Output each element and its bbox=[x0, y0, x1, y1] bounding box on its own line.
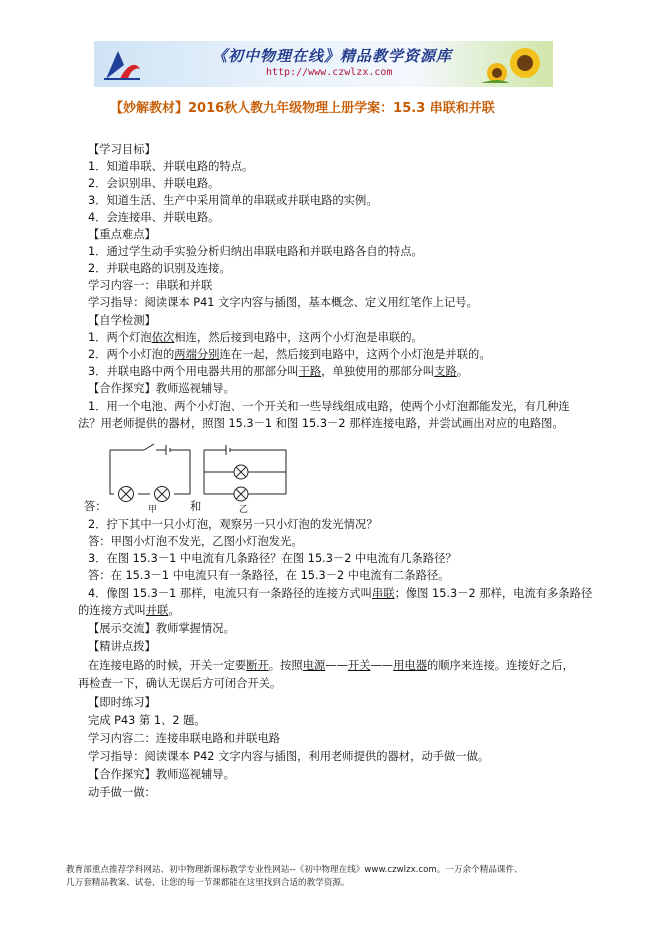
underlined-answer: 并联 bbox=[145, 604, 169, 617]
text-line: 再检查一下，确认无误后方可闭合开关。 bbox=[78, 677, 282, 690]
answer-and: 和 bbox=[190, 500, 202, 513]
section-heading: 【学习目标】 bbox=[88, 143, 156, 156]
banner-title: 《初中物理在线》精品教学资源库 bbox=[212, 47, 453, 65]
text-span: 连在一起，然后接到电路中，这两个小灯泡是并联的。 bbox=[219, 348, 491, 361]
text-line: 1．用一个电池、两个小灯泡、一个开关和一些导线组成电路，使两个小灯泡都能发光，有几种连 bbox=[88, 400, 570, 413]
text-line: 完成 P43 第 1、2 题。 bbox=[88, 714, 206, 727]
section-heading: 【重点难点】 bbox=[88, 228, 156, 241]
site-logo-icon bbox=[100, 45, 144, 83]
figure-caption-yi: 乙 bbox=[239, 505, 249, 515]
list-item: 3．知道生活、生产中采用简单的串联或并联电路的实例。 bbox=[88, 194, 378, 207]
text-line: 答：在 15.3－1 中电流只有一条路径，在 15.3－2 中电流有二条路径。 bbox=[88, 569, 450, 582]
text-span: —— bbox=[325, 659, 348, 672]
header-banner bbox=[94, 41, 553, 87]
section-heading: 【合作探究】教师巡视辅导。 bbox=[88, 382, 235, 395]
text-span: 在连接电路的时候，开关一定要 bbox=[88, 659, 247, 672]
text-line: 动手做一做： bbox=[88, 786, 156, 799]
text-span: ；像图 15.3－2 那样，电流有多条路径 bbox=[394, 587, 593, 600]
text-span: 3．并联电路中两个用电器共用的那部分叫 bbox=[88, 365, 299, 378]
text-span: 1．两个灯泡 bbox=[88, 331, 152, 344]
underlined-answer: 用电器 bbox=[393, 659, 427, 672]
underlined-answer: 两端分别 bbox=[174, 348, 220, 361]
text-line: 学习内容一：串联和并联 bbox=[88, 279, 213, 292]
series-circuit bbox=[110, 444, 190, 502]
text-line bbox=[78, 603, 180, 619]
text-line bbox=[88, 658, 574, 674]
text-span: 的顺序来连接。连接好之后， bbox=[427, 659, 574, 672]
list-item: 1．知道串联、并联电路的特点。 bbox=[88, 160, 254, 173]
underlined-answer: 支路 bbox=[434, 365, 457, 378]
section-heading: 【精讲点拨】 bbox=[88, 640, 156, 653]
list-item: 2．会识别串、并联电路。 bbox=[88, 177, 220, 190]
text-span: 4．像图 15.3－1 那样，电流只有一条路径的连接方式叫 bbox=[88, 587, 372, 600]
list-item: 3．在图 15.3－1 中电流有几条路径？在图 15.3－2 中电流有几条路径？ bbox=[88, 552, 457, 565]
text-span: —— bbox=[370, 659, 394, 672]
list-item bbox=[88, 364, 468, 380]
text-line: 学习指导：阅读课本 P42 文字内容与插图，利用老师提供的器材，动手做一做。 bbox=[88, 750, 490, 763]
text-span: ，单独使用的那部分叫 bbox=[321, 365, 435, 378]
text-line: 法？用老师提供的器材，照图 15.3－1 和图 15.3－2 那样连接电路，并尝试画出对应的电路图。 bbox=[78, 417, 564, 430]
underlined-answer: 断开 bbox=[246, 659, 269, 672]
page-footer bbox=[66, 864, 523, 890]
sunflower-icon bbox=[479, 43, 549, 85]
footer-line: 教育部重点推荐学科网站、初中物理新课标教学专业性网站--《初中物理在线》www.czwlzx.com。一万余个精品课件、 bbox=[66, 865, 523, 875]
list-item: 4．会连接串、并联电路。 bbox=[88, 211, 220, 224]
banner-url[interactable]: http://www.czwlzx.com bbox=[266, 67, 393, 78]
underlined-answer: 电源 bbox=[302, 659, 326, 672]
circuit-diagrams bbox=[108, 440, 288, 520]
section-heading: 【合作探究】教师巡视辅导。 bbox=[88, 768, 235, 781]
text-line: 答：甲图小灯泡不发光，乙图小灯泡发光。 bbox=[88, 535, 303, 548]
list-item: 1．通过学生动手实验分析归纳出串联电路和并联电路各自的特点。 bbox=[88, 245, 423, 258]
text-span: 2．两个小灯泡的 bbox=[88, 348, 175, 361]
text-span: 。按照 bbox=[268, 659, 303, 672]
underlined-answer: 开关 bbox=[347, 659, 371, 672]
text-span: 。 bbox=[456, 365, 469, 378]
underlined-answer: 串联 bbox=[371, 587, 395, 600]
text-line: 学习内容二：连接串联电路和并联电路 bbox=[88, 732, 281, 745]
answer-label: 答： bbox=[84, 500, 107, 513]
parallel-circuit bbox=[204, 445, 286, 501]
list-item: 2．并联电路的识别及连接。 bbox=[88, 262, 231, 275]
footer-line: 几万套精品教案、试卷，让您的每一节课都能在这里找到合适的教学资源。 bbox=[66, 878, 350, 888]
list-item: 2．拧下其中一只小灯泡，观察另一只小灯泡的发光情况？ bbox=[88, 518, 378, 531]
section-heading: 【展示交流】教师掌握情况。 bbox=[88, 622, 235, 635]
section-heading: 【自学检测】 bbox=[88, 314, 156, 327]
section-heading: 【即时练习】 bbox=[88, 696, 156, 709]
text-span: 。 bbox=[168, 604, 180, 617]
text-span: 相连，然后接到电路中，这两个小灯泡是串联的。 bbox=[174, 331, 423, 344]
figure-caption-jia: 甲 bbox=[148, 505, 158, 515]
text-line: 学习指导：阅读课本 P41 文字内容与插图，基本概念、定义用红笔作上记号。 bbox=[88, 296, 478, 309]
list-item bbox=[88, 330, 423, 346]
underlined-answer: 依次 bbox=[151, 331, 175, 344]
list-item bbox=[88, 586, 592, 602]
text-span: 的连接方式叫 bbox=[78, 604, 146, 617]
underlined-answer: 干路 bbox=[298, 365, 322, 378]
list-item bbox=[88, 347, 491, 363]
document-title: 【妙解教材】2016秋人教九年级物理上册学案：15.3 串联和并联 bbox=[110, 101, 495, 116]
